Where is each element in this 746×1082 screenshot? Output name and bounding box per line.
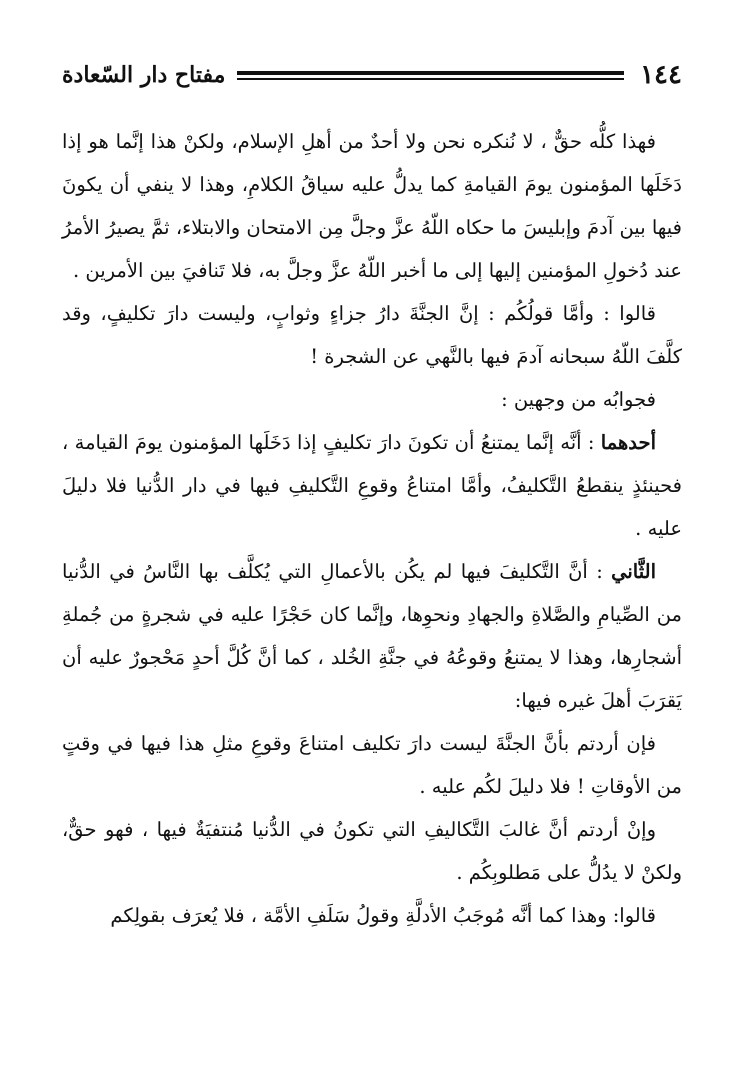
paragraph-text: فإن أردتم بأنَّ الجنَّةَ ليست دارَ تكليف امتناعَ وقوعِ مثلِ هذا فيها في وقتٍ من الأوقاتِ ! فلا دليلَ لكُم عليه .	[62, 732, 682, 798]
paragraph	[62, 550, 682, 722]
page-body	[62, 120, 682, 937]
paragraph-text: فجوابُه من وجهين :	[501, 388, 656, 411]
page-header	[62, 58, 682, 92]
paragraph	[62, 808, 682, 894]
paragraph-text: قالوا : وأمَّا قولُكُم : إنَّ الجنَّةَ دارُ جزاءٍ وثوابٍ، وليست دارَ تكليفٍ، وقد كلَّفَ اللّهُ سبحانه آدمَ فيها بالنَّهي عن الشجرة !	[62, 302, 682, 368]
paragraph-text: : أنَّه إنَّما يمتنعُ أن تكونَ دارَ تكليفٍ إذا دَخَلَها المؤمنون يومَ القيامة ، فحينئذٍ ينقطعُ التَّكليفُ، وأمَّا امتناعُ وقوعِ التَّكليفِ فيها في دار الدُّنيا فلا دليلَ عليه .	[62, 431, 682, 540]
paragraph-text: فهذا كلُّه حقٌّ ، لا نُنكره نحن ولا أحدٌ من أهلِ الإسلام، ولكنْ هذا إنَّما هو إذا دَخَلَها المؤمنون يومَ القيامةِ كما يدلُّ عليه سياقُ الكلامِ، وهذا لا ينفي أن يكونَ فيها بين آدمَ وإبليسَ ما حكاه اللّهُ عزَّ وجلَّ مِن الامتحان والابتلاء، ثمَّ يصيرُ الأمرُ عند دُخولِ المؤمنين إليها إلى ما أخبر اللّهُ عزَّ وجلَّ به، فلا تَنافيَ بين الأمرين .	[62, 130, 682, 282]
paragraph-lead: أحدهما	[600, 431, 656, 454]
page-number: ١٤٤	[640, 60, 682, 90]
book-title: مفتاح دار السّعادة	[62, 62, 226, 88]
paragraph-lead: الثَّاني	[611, 560, 656, 583]
paragraph-text: قالوا: وهذا كما أنَّه مُوجَبُ الأدلَّةِ وقولُ سَلَفِ الأمَّة ، فلا يُعرَف بقولِكم	[110, 904, 656, 927]
paragraph-text: وإنْ أردتم أنَّ غالبَ التَّكاليفِ التي تكونُ في الدُّنيا مُنتفيَةٌ فيها ، فهو حقٌّ، ولكنْ لا يدُلُّ على مَطلوبِكُم .	[62, 818, 682, 884]
paragraph-text: : أنَّ التَّكليفَ فيها لم يكُن بالأعمالِ التي يُكلَّف بها النَّاسُ في الدُّنيا من الصِّيامِ والصَّلاةِ والجهادِ ونحوِها، وإنَّما كان حَجْرًا عليه في شجرةٍ من جُملةِ أشجارِها، وهذا لا يمتنعُ وقوعُهُ في جنَّةِ الخُلد ، كما أنَّ كُلَّ أحدٍ مَحْجورٌ عليه أن يَقرَبَ أهلَ غيره فيها:	[62, 560, 682, 712]
paragraph	[62, 894, 682, 937]
paragraph	[62, 292, 682, 378]
paragraph	[62, 722, 682, 808]
paragraph	[62, 378, 682, 421]
paragraph	[62, 421, 682, 550]
header-rule	[237, 71, 624, 80]
paragraph	[62, 120, 682, 292]
